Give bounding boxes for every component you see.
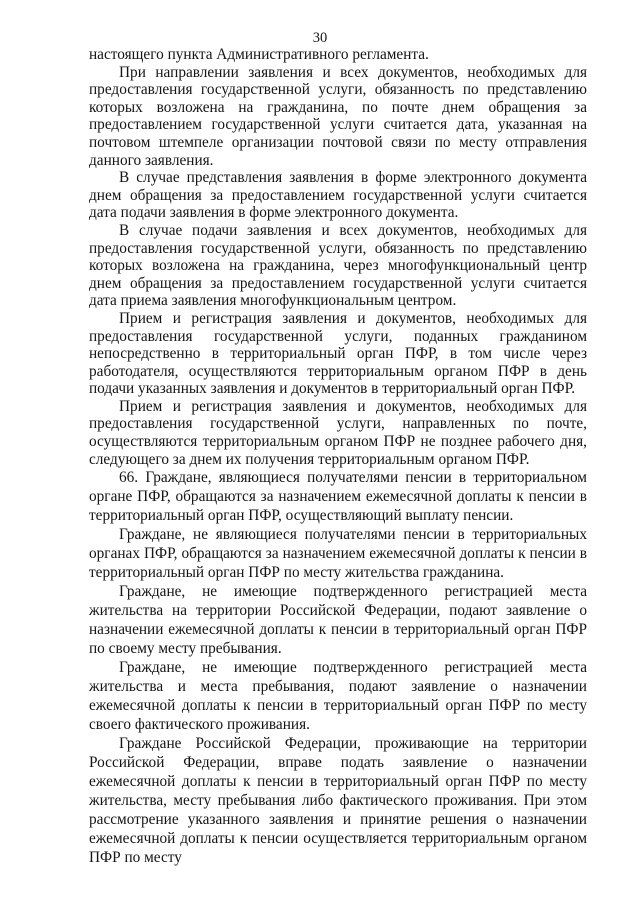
paragraph-actual-residence: Граждане, не имеющие подтвержденного регистрацией места жительства и места пребывания, подают заявление о назначении ежемесячной доплаты к пенсии в территориальный орган ПФР по месту своего фактического проживания. [89,659,587,734]
paragraph-continuation: настоящего пункта Административного регламента. [89,46,429,63]
document-body [89,46,587,867]
paragraph-electronic-submission: В случае представления заявления в форме электронного документа днем обращения за предоставлением государственной услуги считается дата подачи заявления в форме электронного документа. [89,169,587,222]
paragraph-mfc-submission: В случае подачи заявления и всех документов, необходимых для предоставления государственной услуги, обязанность по представлению которых возложена на гражданина, через многофункциональный центр днем обращения за предоставлением государственной услуги считается дата приема заявления многофункциональным центром. [89,221,587,310]
paragraph-non-recipients: Граждане, не являющиеся получателями пенсии в территориальных органах ПФР, обращаются за назначением ежемесячной доплаты к пенсии в территориальный орган ПФР по месту жительства гражданина. [89,526,587,582]
paragraph-no-registration: Граждане, не имеющие подтвержденного регистрацией места жительства на территории Российской Федерации, подают заявление о назначении ежемесячной доплаты к пенсии в территориальный орган ПФР по своему месту пребывания. [89,583,587,658]
page-number: 30 [312,30,328,46]
paragraph-item-66: 66. Граждане, являющиеся получателями пенсии в территориальном органе ПФР, обращаются за назначением ежемесячной доплаты к пенсии в территориальный орган ПФР, осуществляющий выплату пенсии. [89,469,587,525]
paragraph-direct-registration: Прием и регистрация заявления и документов, необходимых для предоставления государственной услуги, поданных гражданином непосредственно в территориальный орган ПФР, в том числе через работодателя, осуществляются территориальным органом ПФР в день подачи указанных заявления и документов в территориальный орган ПФР. [89,309,587,398]
paragraph-postal-registration: Прием и регистрация заявления и документов, необходимых для предоставления государственной услуги, направленных по почте, осуществляются территориальным органом ПФР не позднее рабочего дня, следующего за днем их получения территориальным органом ПФР. [89,397,587,468]
paragraph-postal-submission: При направлении заявления и всех документов, необходимых для предоставления государственной услуги, обязанность по представлению которых возложена на гражданина, по почте днем обращения за предоставлением государственной услуги считается дата, указанная на почтовом штемпеле организации почтовой связи по месту отправления данного заявления. [89,63,587,169]
paragraph-russian-citizens: Граждане Российской Федерации, проживающие на территории Российской Федерации, вправе подать заявление о назначении ежемесячной доплаты к пенсии в территориальный орган ПФР по месту жительства, месту пребывания либо фактического проживания. При этом рассмотрение указанного заявления и принятие решения о назначении ежемесячной доплаты к пенсии осуществляется территориальным органом ПФР по месту [89,735,587,867]
